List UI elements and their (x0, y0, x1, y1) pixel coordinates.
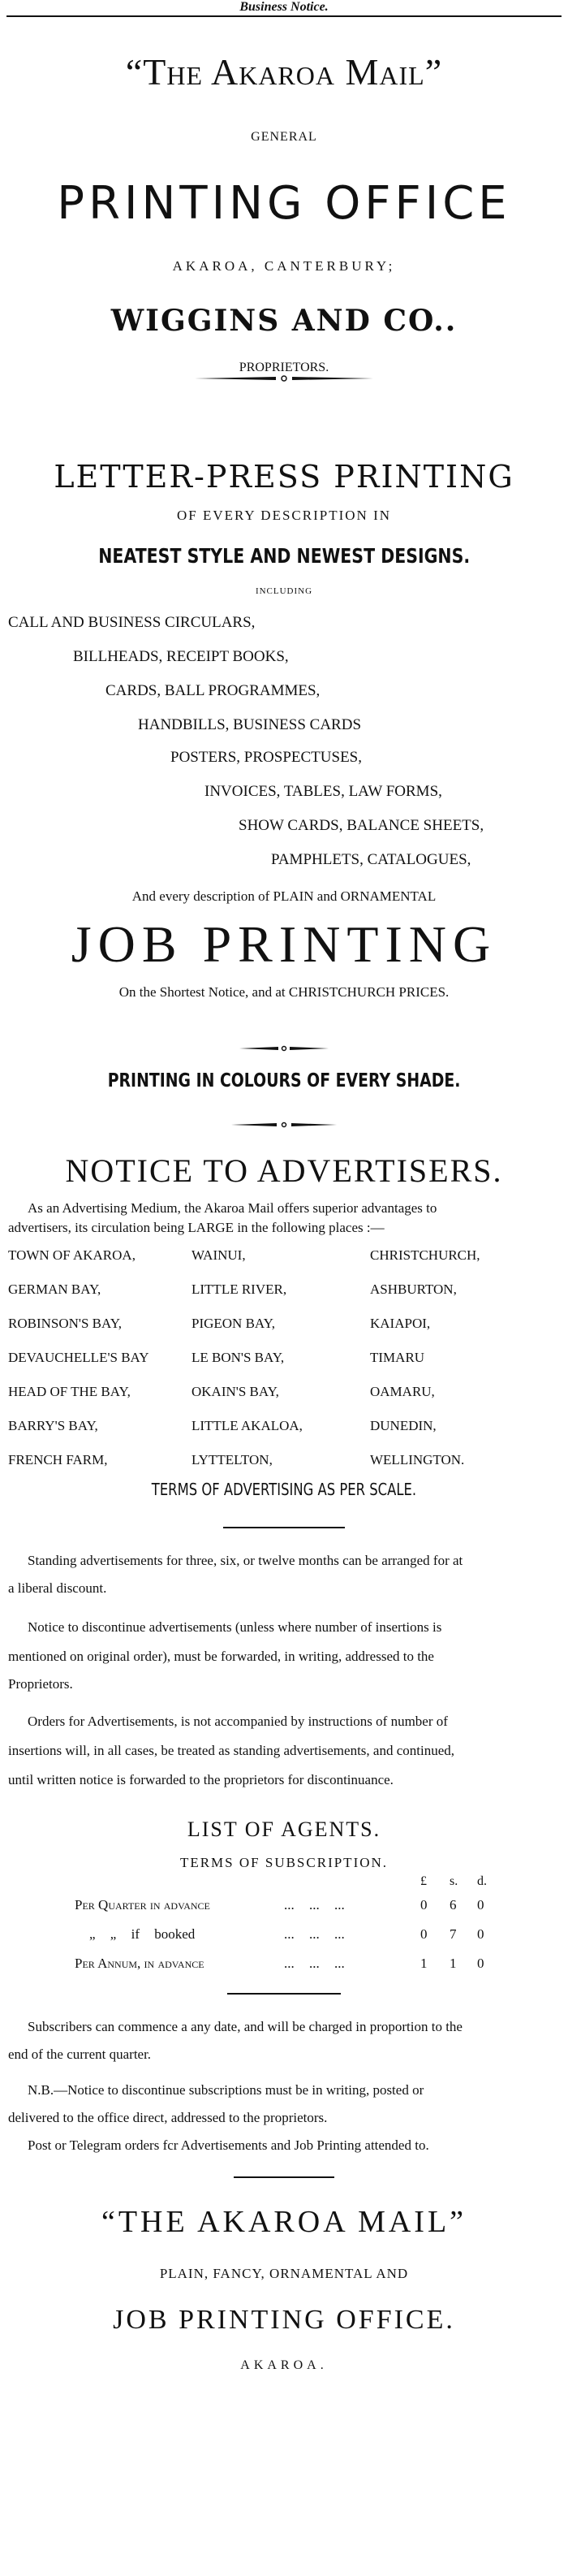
rate-label: „ „ if booked (89, 1926, 196, 1942)
every-description-line: And every description of PLAIN and ORNAMENTAL (131, 888, 437, 904)
notice-heading: NOTICE TO ADVERTISERS. (65, 1152, 503, 1189)
place: LYTTELTON, (191, 1452, 273, 1467)
list-item: SHOW CARDS, BALANCE SHEETS, (239, 817, 484, 834)
place: ROBINSON'S BAY, (8, 1316, 123, 1331)
colours-line-text: PRINTING IN COLOURS OF EVERY SHADE. (107, 1070, 461, 1091)
ornament-icon (195, 373, 373, 384)
places-row (0, 1316, 568, 1348)
printing-office-title: PRINTING OFFICE (57, 177, 511, 230)
place: KAIAPOI, (370, 1316, 431, 1331)
place: CHRISTCHURCH, (370, 1247, 480, 1263)
list-item: INVOICES, TABLES, LAW FORMS, (204, 783, 442, 800)
place: TIMARU (370, 1350, 425, 1365)
standing-text-1: Standing advertisements for three, six, or twelve months can be arranged for at (28, 1553, 463, 1568)
place: LE BON'S BAY, (191, 1350, 285, 1365)
place: LITTLE RIVER, (191, 1282, 287, 1297)
rate-dots: ... ... ... (284, 1926, 345, 1942)
places-row (0, 1282, 568, 1314)
proprietors: PROPRIETORS. (239, 361, 329, 374)
notice-intro-1: As an Advertising Medium, the Akaroa Mail offers superior advantages to (28, 1200, 437, 1216)
place: HEAD OF THE BAY, (8, 1384, 131, 1399)
shortest-notice: On the Shortest Notice, and at CHRISTCHURCH PRICES. (118, 984, 450, 1000)
job-printing-title: JOB PRINTING (71, 915, 497, 973)
terms-subscription: TERMS OF SUBSCRIPTION. (179, 1855, 389, 1870)
discontinue-text-3: Proprietors. (8, 1676, 73, 1692)
rate-pence: 0 (477, 1926, 484, 1942)
place: OAMARU, (370, 1384, 435, 1399)
rate-dots: ... ... ... (284, 1897, 345, 1913)
places-row (0, 1418, 568, 1450)
agents-heading: LIST OF AGENTS. (187, 1817, 381, 1841)
nb-text-1: N.B.—Notice to discontinue subscriptions must be in writing, posted or (28, 2082, 424, 2098)
place: FRENCH FARM, (8, 1452, 108, 1467)
discontinue-text-1: Notice to discontinue advertisements (unless where number of insertions is (28, 1619, 442, 1635)
neatest-style (0, 544, 568, 568)
place: WAINUI, (191, 1247, 246, 1263)
plain-fancy: PLAIN, FANCY, ORNAMENTAL AND (159, 2266, 409, 2281)
place: LITTLE AKALOA, (191, 1418, 303, 1433)
section-rule (234, 2176, 334, 2178)
colours-line (0, 1070, 568, 1091)
place: WELLINGTON. (370, 1452, 465, 1467)
including-label: INCLUDING (255, 586, 313, 596)
rate-pounds: 1 (420, 1956, 428, 1971)
discontinue-text-2: mentioned on original order), must be forwarded, in writing, addressed to the (8, 1649, 434, 1664)
list-item: PAMPHLETS, CATALOGUES, (271, 851, 471, 868)
list-item: POSTERS, PROSPECTUSES, (170, 749, 362, 766)
places-row (0, 1247, 568, 1280)
place: TOWN OF AKAROA, (8, 1247, 136, 1263)
place: ASHBURTON, (370, 1282, 457, 1297)
ornament-divider (0, 1117, 568, 1127)
place: BARRY'S BAY, (8, 1418, 98, 1433)
list-item: HANDBILLS, BUSINESS CARDS (138, 716, 362, 733)
rate-pounds: 0 (420, 1897, 428, 1913)
paper-name: “The Akaroa Mail” (125, 51, 443, 93)
orders-text-2: insertions will, in all cases, be treated as standing advertisements, and continued, (8, 1743, 454, 1758)
section-rule (227, 1993, 341, 1995)
subscribers-text-1: Subscribers can commence a any date, and will be charged in proportion to the (28, 2019, 463, 2034)
col-pence: d. (477, 1874, 487, 1888)
akaroa-footer: AKAROA. (240, 2358, 328, 2372)
rate-pence: 0 (477, 1897, 484, 1913)
letterpress-heading: LETTER-PRESS PRINTING (54, 459, 514, 495)
subscribers-text-2: end of the current quarter. (8, 2047, 152, 2062)
terms-scale (0, 1480, 568, 1499)
places-row (0, 1384, 568, 1416)
col-pounds: £ (420, 1874, 427, 1888)
section-label: Business Notice. (239, 0, 329, 14)
orders-text-1: Orders for Advertisements, is not accompanied by instructions of number of (28, 1714, 448, 1729)
footer-paper-name: “THE AKAROA MAIL” (101, 2205, 467, 2239)
job-office-title: JOB PRINTING OFFICE. (113, 2305, 455, 2335)
post-telegram-text: Post or Telegram orders fcr Advertisements and Job Printing attended to. (28, 2137, 429, 2153)
place: GERMAN BAY, (8, 1282, 101, 1297)
rate-shillings: 7 (450, 1926, 457, 1942)
place: DEVAUCHELLE'S BAY (8, 1350, 149, 1365)
neatest-style-text: NEATEST STYLE AND NEWEST DESIGNS. (98, 544, 470, 568)
list-item: CARDS, BALL PROGRAMMES, (105, 682, 321, 699)
list-item: CALL AND BUSINESS CIRCULARS, (8, 614, 256, 631)
ornament-icon (231, 1120, 337, 1130)
rate-pence: 0 (477, 1956, 484, 1971)
list-item: BILLHEADS, RECEIPT BOOKS, (73, 648, 289, 665)
rate-shillings: 1 (450, 1956, 457, 1971)
of-every-description: OF EVERY DESCRIPTION IN (176, 508, 392, 523)
header-rule (6, 15, 562, 17)
ornament-divider (0, 1041, 568, 1051)
place: DUNEDIN, (370, 1418, 437, 1433)
rate-label: Per Quarter in advance (75, 1897, 210, 1913)
place: PIGEON BAY, (191, 1316, 275, 1331)
ornament-icon (239, 1044, 329, 1053)
notice-intro-2: advertisers, its circulation being LARGE in the following places :— (8, 1220, 385, 1235)
orders-text-3: until written notice is forwarded to the proprietors for discontinuance. (8, 1772, 394, 1787)
rate-dots: ... ... ... (284, 1956, 345, 1971)
rate-label: Per Annum, in advance (75, 1956, 204, 1971)
location: AKAROA, CANTERBURY; (172, 258, 396, 274)
terms-scale-text: TERMS OF ADVERTISING AS PER SCALE. (151, 1480, 417, 1499)
ornament-divider (0, 372, 568, 383)
rate-pounds: 0 (420, 1926, 428, 1942)
company-name: WIGGINS AND CO.. (110, 304, 458, 338)
standing-text-2: a liberal discount. (8, 1580, 107, 1596)
general-label: GENERAL (251, 130, 317, 144)
place: OKAIN'S BAY, (191, 1384, 279, 1399)
section-rule (223, 1527, 345, 1528)
col-shillings: s. (450, 1874, 458, 1888)
nb-text-2: delivered to the office direct, addressed to the proprietors. (8, 2110, 328, 2125)
rate-shillings: 6 (450, 1897, 457, 1913)
places-row (0, 1350, 568, 1382)
